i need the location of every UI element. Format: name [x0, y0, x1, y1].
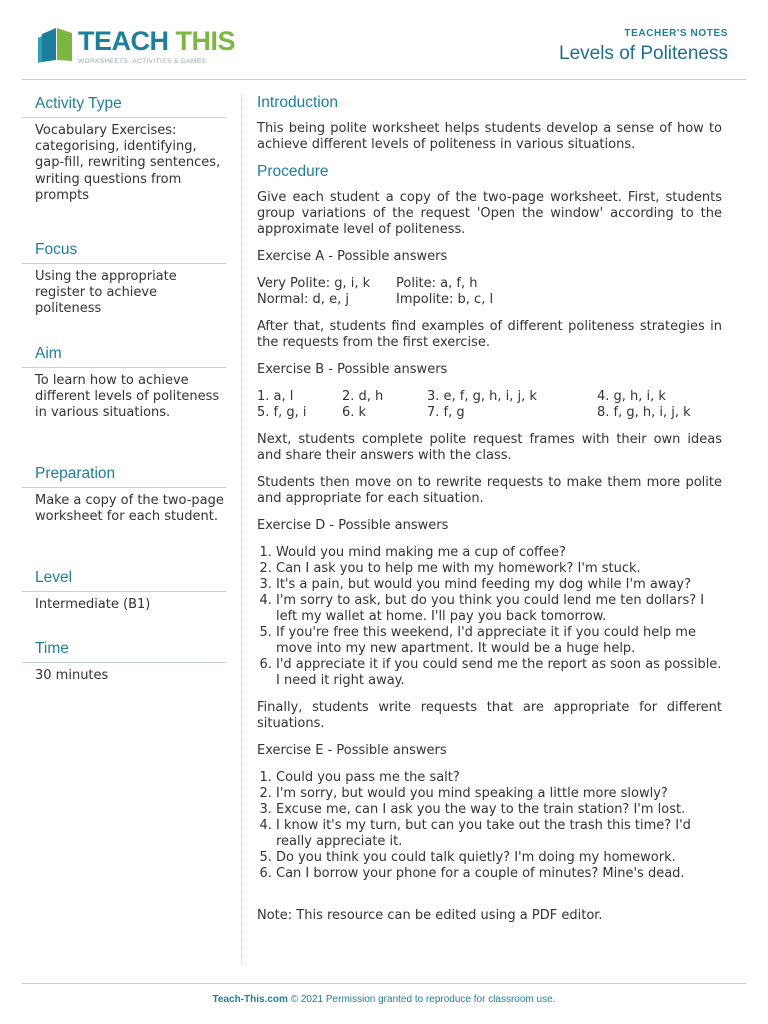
- intro-text: This being polite worksheet helps students develop a sense of how to achieve different levels of politeness in various situations.: [257, 121, 722, 152]
- exercise-d-answers: [257, 545, 722, 689]
- notes-label: TEACHER'S NOTES: [624, 28, 728, 39]
- main-content: [257, 95, 722, 935]
- book-icon: [36, 24, 76, 64]
- answer-cell: Polite: a, f, h: [396, 276, 478, 291]
- answer-cell: Normal: d, e, j: [257, 292, 349, 307]
- sidebar-aim: [22, 345, 226, 465]
- sidebar-heading: Activity Type: [22, 95, 226, 118]
- answer-cell: Very Polite: g, i, k: [257, 276, 371, 291]
- exercise-e-label: Exercise E - Possible answers: [257, 743, 447, 758]
- exercise-b-label: Exercise B - Possible answers: [257, 362, 448, 377]
- sidebar-text: Vocabulary Exercises: categorising, identifying, gap-fill, rewriting sentences, writing questions from prompts: [35, 123, 221, 203]
- sidebar-text: Make a copy of the two-page worksheet for each student.: [35, 493, 224, 525]
- editor-note: Note: This resource can be edited using a PDF editor.: [257, 908, 603, 923]
- list-item: 1. Would you mind making me a cup of coffee?: [276, 545, 722, 561]
- procedure-paragraph: Students then move on to rewrite requests to make them more polite and appropriate for each situation.: [257, 475, 722, 506]
- logo-this: THIS: [175, 26, 236, 56]
- answer-cell: 4. g, h, i, k: [597, 389, 666, 404]
- answer-cell: Impolite: b, c, l: [396, 292, 494, 307]
- sidebar-text: Using the appropriate register to achieve politeness: [35, 269, 177, 317]
- exercise-e-answers: [257, 770, 722, 882]
- list-item: 3. It's a pain, but would you mind feeding my dog while I'm away?: [276, 577, 722, 593]
- exercise-a-label: Exercise A - Possible answers: [257, 249, 448, 264]
- logo-wordmark: [78, 26, 235, 57]
- sidebar-level: [22, 569, 226, 640]
- footer-site-link[interactable]: Teach-This.com: [212, 994, 288, 1005]
- sidebar-text: To learn how to achieve different levels of politeness in various situations.: [35, 373, 220, 421]
- answer-cell: 7. f, g: [427, 405, 465, 420]
- sidebar-heading: Focus: [22, 241, 226, 264]
- exercise-b-answers: [257, 389, 722, 421]
- answer-cell: 1. a, l: [257, 389, 294, 404]
- procedure-heading: Procedure: [257, 163, 329, 180]
- logo-tagline: WORKSHEETS, ACTIVITIES & GAMES: [78, 58, 207, 65]
- list-item: 6. Can I borrow your phone for a couple of minutes? Mine's dead.: [276, 866, 722, 882]
- list-item: 2. I'm sorry, but would you mind speaking a little more slowly?: [276, 786, 722, 802]
- column-divider: [241, 95, 242, 965]
- sidebar-focus: [22, 241, 226, 345]
- footer: [0, 994, 768, 1005]
- list-item: 5. If you're free this weekend, I'd appreciate it if you could help me move into my new apartment. It would be a huge help.: [276, 625, 722, 657]
- header-divider: [22, 79, 746, 80]
- list-item: 1. Could you pass me the salt?: [276, 770, 722, 786]
- sidebar: [22, 95, 226, 684]
- exercise-d-label: Exercise D - Possible answers: [257, 518, 449, 533]
- sidebar-activity-type: [22, 95, 226, 241]
- sidebar-heading: Level: [22, 569, 226, 592]
- footer-text: © 2021 Permission granted to reproduce for classroom use.: [287, 994, 556, 1005]
- logo-teach: TEACH: [78, 26, 169, 56]
- answer-cell: 5. f, g, i: [257, 405, 307, 420]
- answer-cell: 3. e, f, g, h, i, j, k: [427, 389, 537, 404]
- list-item: 4. I know it's my turn, but can you take out the trash this time? I'd really appreciate it.: [276, 818, 722, 850]
- procedure-paragraph: Finally, students write requests that are appropriate for different situations.: [257, 700, 722, 731]
- sidebar-text: Intermediate (B1): [35, 597, 151, 612]
- answer-cell: 6. k: [342, 405, 367, 420]
- answer-cell: 8. f, g, h, i, j, k: [597, 405, 691, 420]
- intro-heading: Introduction: [257, 94, 338, 111]
- sidebar-heading: Preparation: [22, 465, 226, 488]
- list-item: 6. I'd appreciate it if you could send me the report as soon as possible. I need it right away.: [276, 657, 722, 689]
- procedure-paragraph: Give each student a copy of the two-page worksheet. First, students group variations of the request 'Open the window' according to the approximate level of politeness.: [257, 190, 722, 237]
- list-item: 4. I'm sorry to ask, but do you think you could lend me ten dollars? I left my wallet at home. I'll pay you back tomorrow.: [276, 593, 722, 625]
- teach-this-logo: [36, 24, 236, 70]
- sidebar-time: [22, 640, 226, 684]
- list-item: 3. Excuse me, can I ask you the way to the train station? I'm lost.: [276, 802, 722, 818]
- sidebar-heading: Time: [22, 640, 226, 663]
- list-item: 2. Can I ask you to help me with my homework? I'm stuck.: [276, 561, 722, 577]
- exercise-a-answers: [257, 276, 722, 308]
- answer-cell: 2. d, h: [342, 389, 384, 404]
- sidebar-preparation: [22, 465, 226, 569]
- header-titles: [559, 28, 728, 65]
- sidebar-text: 30 minutes: [35, 668, 109, 683]
- list-item: 5. Do you think you could talk quietly? I'm doing my homework.: [276, 850, 722, 866]
- sidebar-heading: Aim: [22, 345, 226, 368]
- procedure-paragraph: After that, students find examples of different politeness strategies in the requests from the first exercise.: [257, 319, 722, 350]
- procedure-paragraph: Next, students complete polite request frames with their own ideas and share their answers with the class.: [257, 432, 722, 463]
- page-title: Levels of Politeness: [559, 43, 728, 64]
- footer-divider: [22, 983, 746, 984]
